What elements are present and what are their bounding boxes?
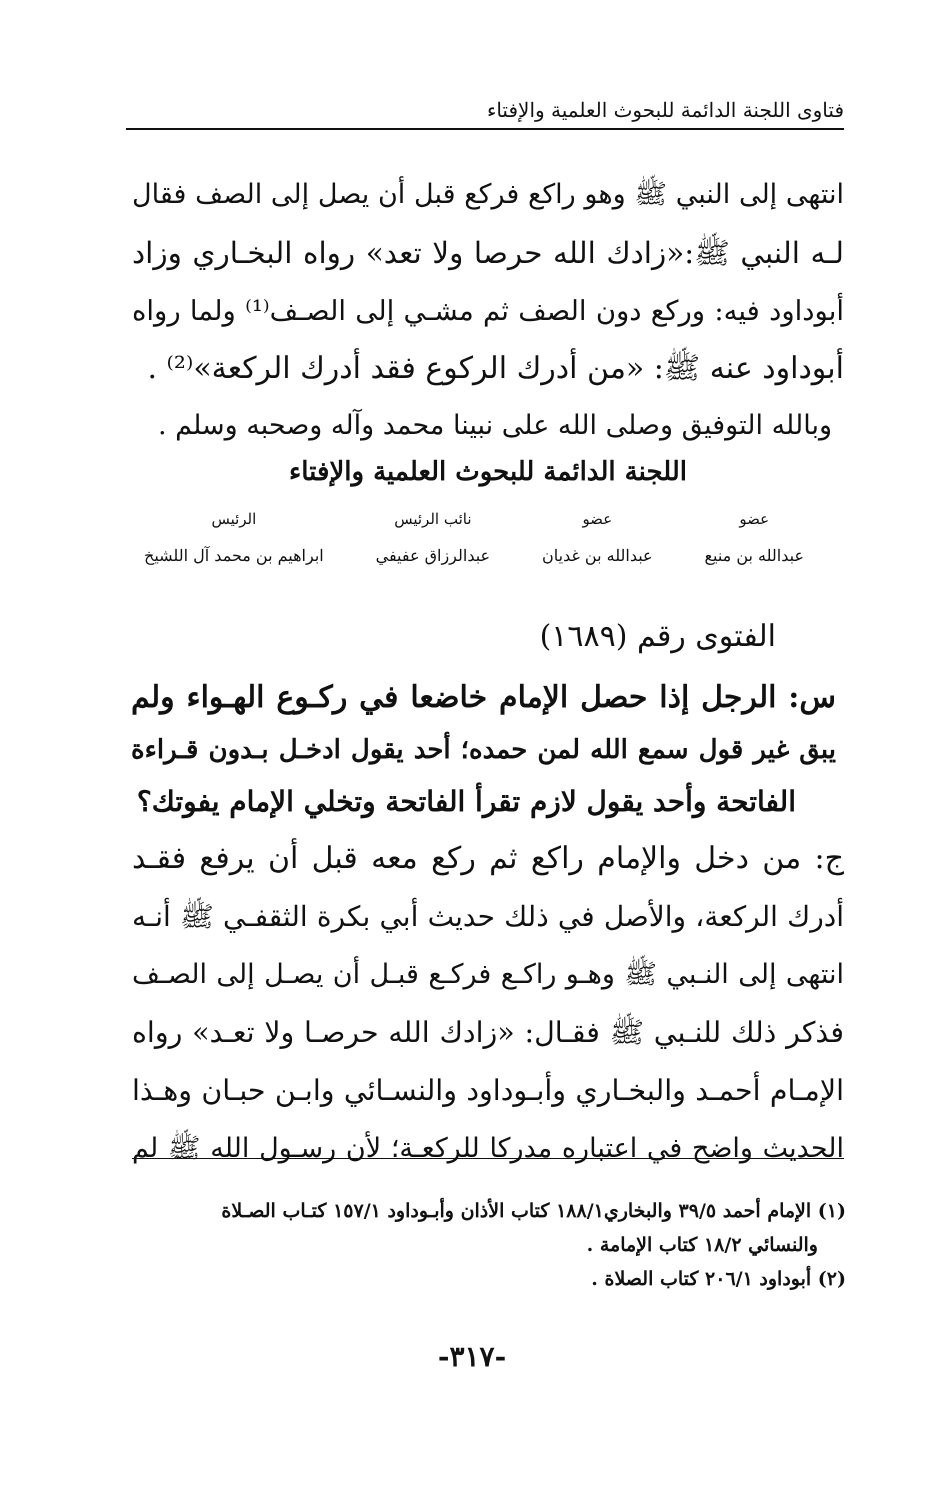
committee-title: اللجنة الدائمة للبحوث العلمية والإفتاء (289, 457, 687, 487)
answer-line: الحديث واضح في اعتباره مدركا للركعـة؛ لأن رسـول الله ﷺ لم (132, 1133, 844, 1164)
previous-fatwa-text (132, 166, 844, 398)
text-line: أبوداود عنه ﷺ: «من أدرك الركوع فقد أدرك الركعة»⁽²⁾ . (147, 351, 844, 386)
signature-role: عضو (582, 510, 613, 528)
signature-member-1 (704, 508, 804, 568)
footnote: (٢) أبوداود ٢٠٦/١ كتاب الصلاة . (591, 1268, 846, 1290)
page-number: -٣١٧- (437, 1340, 507, 1373)
answer-line: الإمـام أحمـد والبخـاري وأبـوداود والنسـائي وابـن حبـان وهـذا (132, 1074, 844, 1107)
signature-name: عبدالله بن غديان (541, 546, 653, 565)
question-line: يبق غير قول سمع الله لمن حمده؛ أحد يقول ادخـل بـدون قـراءة (131, 735, 836, 765)
signature-name: عبدالله بن منيع (704, 546, 804, 565)
footnote-continuation: والنسائي ١٨/٢ كتاب الإمامة . (586, 1234, 818, 1256)
text-line: لـه النبي ﷺ:«زادك الله حرصا ولا تعد» رواه البخـاري وزاد (132, 236, 844, 270)
signature-role: الرئيس (211, 510, 257, 528)
answer-line: انتهى إلى النـبي ﷺ وهـو راكـع فركـع قبـل أن يصـل إلى الصـف (132, 959, 844, 990)
closing-prayer (132, 402, 832, 450)
signature-president (144, 508, 324, 568)
question-block (131, 672, 836, 828)
question-line: الفاتحة وأحد يقول لازم تقرأ الفاتحة وتخلي الإمام يفوتك؟ (136, 785, 796, 818)
closing-line: وبالله التوفيق وصلى الله على نبينا محمد وآله وصحبه وسلم . (157, 410, 832, 441)
text-line: أبوداود فيه: وركع دون الصف ثم مشـي إلى الصـف⁽¹⁾ ولما رواه (132, 295, 844, 327)
footnotes (134, 1194, 846, 1296)
signature-name: ابراهيم بن محمد آل اللشيخ (144, 546, 324, 565)
fatwa-number: الفتوى رقم (١٦٨٩) (539, 619, 776, 654)
signature-role: عضو (739, 510, 770, 528)
signature-name: عبدالرزاق عفيفي (375, 546, 491, 565)
signature-vice-president (376, 508, 491, 568)
signature-member-2 (542, 508, 653, 568)
footnote: (١) الإمام أحمد ٣٩/٥ والبخاري١٨٨/١ كتاب الأذان وأبـوداود ١٥٧/١ كتـاب الصـلاة (221, 1200, 846, 1222)
running-header: فتاوى اللجنة الدائمة للبحوث العلمية والإفتاء (126, 98, 844, 130)
answer-line: ج: من دخل والإمام راكع ثم ركع معه قبل أن يرفع فقـد (132, 841, 844, 876)
answer-line: أدرك الركعة، والأصل في ذلك حديث أبي بكرة الثقفـي ﷺ أنـه (132, 900, 844, 933)
signature-block (144, 508, 804, 568)
text-line: انتهى إلى النبي ﷺ وهو راكع فركع قبل أن يصل إلى الصف فقال (132, 179, 844, 210)
signature-role: نائب الرئيس (394, 510, 472, 528)
footnote-divider (132, 1158, 844, 1159)
answer-line: فذكر ذلك للنـبي ﷺ فقـال: «زادك الله حرصـا ولا تعـد» رواه (132, 1016, 844, 1049)
question-line: س: الرجل إذا حصل الإمام خاضعا في ركـوع الهـواء ولم (131, 680, 836, 715)
answer-block (132, 830, 844, 1178)
